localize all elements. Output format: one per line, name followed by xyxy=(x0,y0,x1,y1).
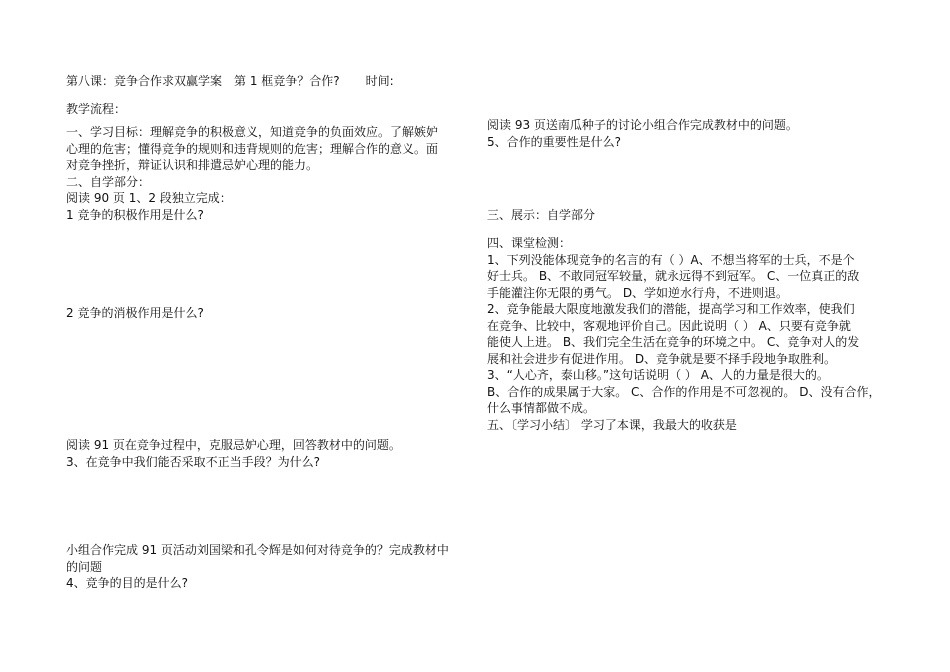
test-1-line-3: 手能灌注你无限的勇气。 D、学如逆水行舟，不进则退。 xyxy=(487,285,789,300)
test-2-line-2: 在竞争、比较中，客观地评价自己。因此说明（ ） A、只要有竞争就 xyxy=(487,318,851,333)
question-5: 5、合作的重要性是什么? xyxy=(487,134,622,149)
test-2-line-1: 2、竞争能最大限度地激发我们的潜能，提高学习和工作效率，使我们 xyxy=(487,302,855,316)
test-3-line-1: 3、“人心齐，泰山移。”这句话说明（ ） A、人的力量是很大的。 xyxy=(487,368,829,382)
read-page-93: 阅读 93 页送南瓜种子的讨论小组合作完成教材中的问题。 xyxy=(487,118,798,132)
lesson-title: 第八课：竞争合作求双赢学案 xyxy=(66,74,223,88)
goal-line-1: 一、学习目标：理解竞争的积极意义，知道竞争的负面效应。了解嫉妒 xyxy=(66,125,439,139)
read-page-90: 阅读 90 页 1、2 段独立完成： xyxy=(66,191,232,205)
question-2: 2 竞争的消极作用是什么? xyxy=(66,306,204,320)
summary-line: 五、〔学习小结〕 学习了本课，我最大的收获是 xyxy=(487,417,737,432)
test-3-line-2: B、合作的成果属于大家。 C、合作的作用是不可忽视的。 D、没有合作， xyxy=(487,384,881,399)
show-heading: 三、展示：自学部分 xyxy=(487,208,596,222)
question-3: 3、在竞争中我们能否采取不正当手段？为什么? xyxy=(66,454,321,469)
test-1-line-2: 好士兵。 B、不敢同冠军较量，就永远得不到冠军。 C、一位真正的敌 xyxy=(487,269,860,283)
test-heading: 四、课堂检测： xyxy=(487,236,572,250)
flow-heading: 教学流程： xyxy=(66,102,127,116)
test-3-line-3: 什么事情都做不成。 xyxy=(487,401,596,415)
test-2-line-3: 能使人上进。 B、我们完全生活在竞争的环境之中。 C、竞争对人的发 xyxy=(487,335,860,349)
test-2-line-4: 展和社会进步有促进作用。 D、竞争就是要不择手段地争取胜利。 xyxy=(487,351,837,366)
test-1-line-1: 1、下列没能体现竞争的名言的有（ ）A、不想当将军的士兵，不是个 xyxy=(487,252,855,267)
goal-line-2: 心理的危害；懂得竞争的规则和违背规则的危害；理解合作的意义。面 xyxy=(66,141,439,156)
header-line xyxy=(66,73,394,90)
group-task-line-2: 的问题 xyxy=(66,559,103,574)
question-1: 1 竞争的积极作用是什么? xyxy=(66,207,204,222)
group-task-line-1: 小组合作完成 91 页活动刘国梁和孔令辉是如何对待竞争的？完成教材中 xyxy=(66,543,449,557)
selfstudy-heading: 二、自学部分： xyxy=(66,174,151,189)
section-subtitle: 第 1 框竞争？合作? xyxy=(234,74,340,88)
question-4: 4、竞争的目的是什么? xyxy=(66,576,189,590)
goal-line-3: 对竞争挫折，辩证认识和排遣忌妒心理的能力。 xyxy=(66,158,319,172)
time-label: 时间: xyxy=(365,74,394,88)
read-page-91: 阅读 91 页在竞争过程中，克服忌妒心理，回答教材中的问题。 xyxy=(66,438,401,452)
